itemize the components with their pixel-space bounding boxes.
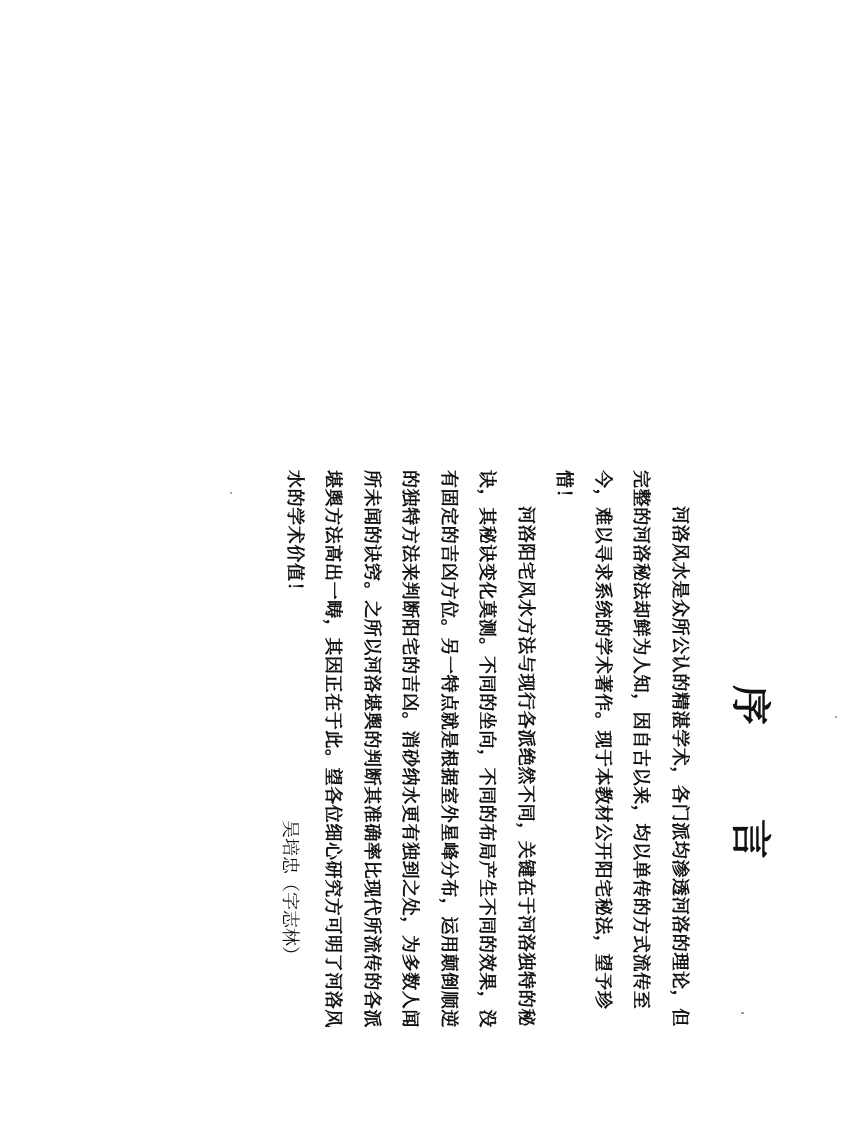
- scan-speck: [230, 492, 232, 494]
- rotated-content: [170, 470, 773, 1040]
- rotated-text-block: [170, 470, 773, 1040]
- paragraph-2: 河洛阳宅风水方法与现行各派绝然不同，关键在于河洛独特的秘诀，其秘诀变化莫测。不同的坐向，不同的布局产生不同的效果，没有固定的吉凶方位。另一特点就是根据室外星峰分布，运用颠倒顺逆的独特方法来判断阳宅的吉凶。消砂纳水更有独到之处，为多数人闻所未闻的诀窍。之所以河洛堪舆的判断其准确率比现代所流传的各派堪舆方法高出一畴，其因正在于此。望各位细心研究方可明了河洛风水的学术价值！: [284, 470, 536, 1028]
- paragraph-1: 河洛风水是众所公认的精湛学术，各门派均渗透河洛的理论，但完整的河洛秘法却鲜为人知，因自古以来，均以单传的方式流传至今，难以寻求系统的学术著作。现于本教材公开阳宅秘法，望予珍惜！: [553, 470, 690, 1027]
- page-title: 序 言: [727, 685, 773, 899]
- scan-speck: [835, 716, 837, 718]
- scan-speck: [741, 1012, 744, 1014]
- preface-body: [275, 470, 699, 1040]
- author-signature: 吴培忠（字志林）: [279, 820, 300, 964]
